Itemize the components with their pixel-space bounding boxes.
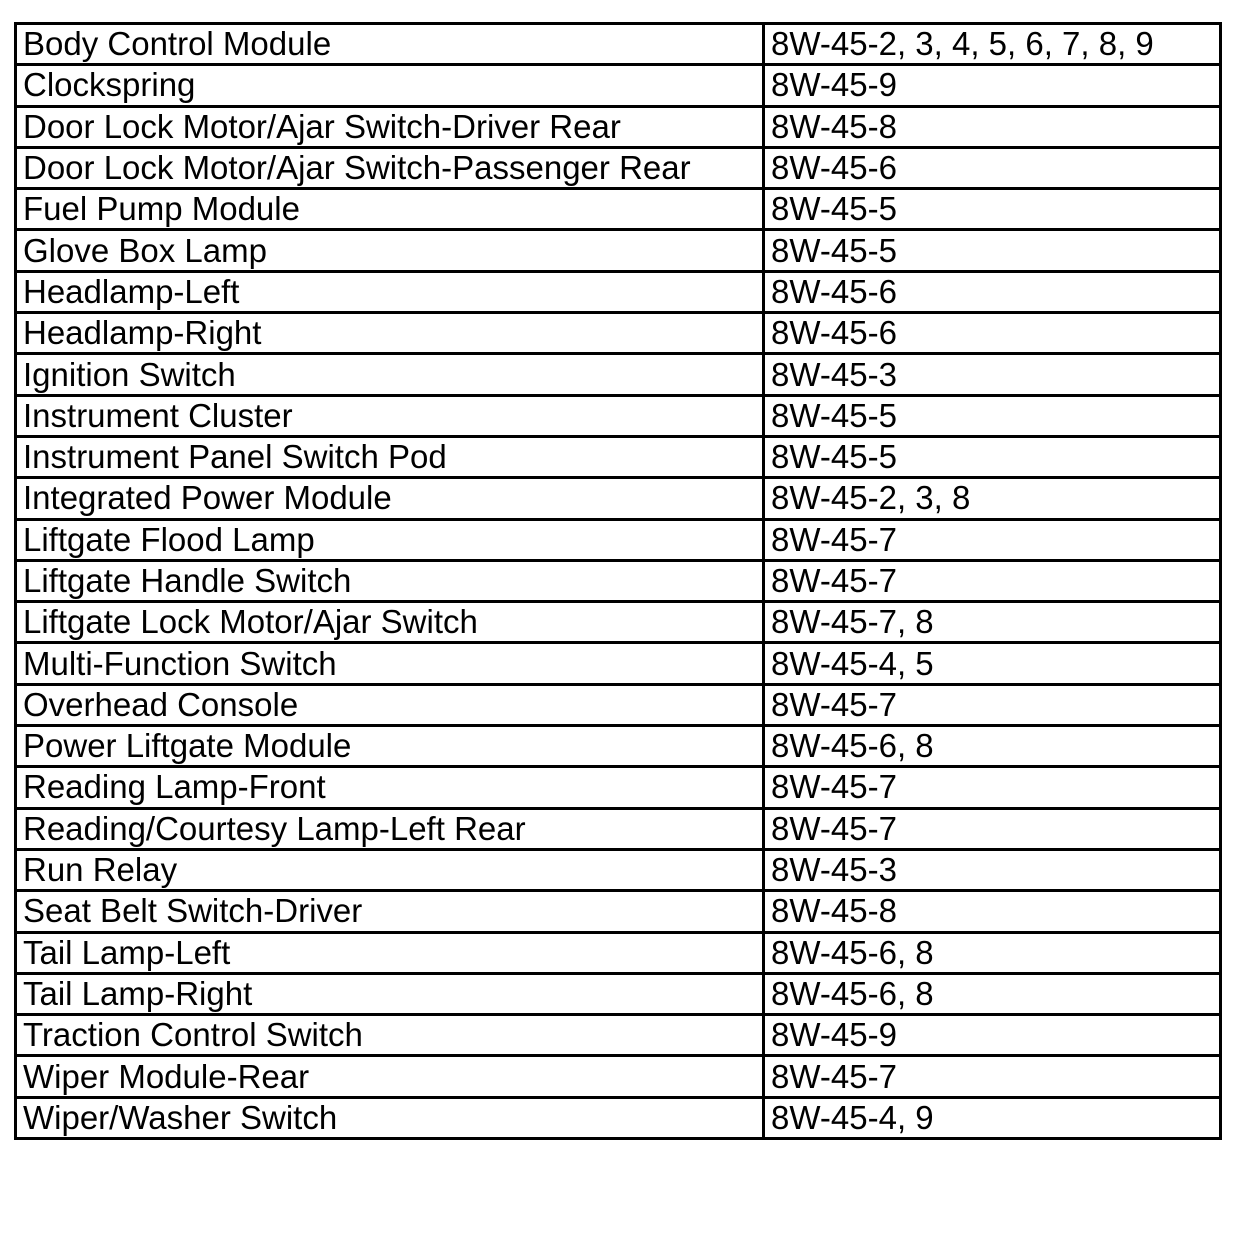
component-name-cell: Liftgate Lock Motor/Ajar Switch: [16, 602, 764, 643]
table-row: [16, 726, 1221, 767]
page-ref-cell: 8W-45-5: [764, 230, 1221, 271]
page-ref-cell: 8W-45-7: [764, 560, 1221, 601]
page-ref-cell: 8W-45-2, 3, 8: [764, 478, 1221, 519]
table-row: [16, 189, 1221, 230]
component-name-cell: Seat Belt Switch-Driver: [16, 891, 764, 932]
component-name-cell: Instrument Cluster: [16, 395, 764, 436]
page-ref-cell: 8W-45-5: [764, 436, 1221, 477]
table-row: [16, 147, 1221, 188]
table-row: [16, 436, 1221, 477]
table-row: [16, 973, 1221, 1014]
table-row: [16, 354, 1221, 395]
component-name-cell: Tail Lamp-Left: [16, 932, 764, 973]
page-ref-cell: 8W-45-6: [764, 147, 1221, 188]
component-name-cell: Run Relay: [16, 849, 764, 890]
table-row: [16, 1056, 1221, 1097]
page-ref-cell: 8W-45-3: [764, 354, 1221, 395]
page-ref-cell: 8W-45-6, 8: [764, 973, 1221, 1014]
table-row: [16, 478, 1221, 519]
page-ref-cell: 8W-45-7: [764, 808, 1221, 849]
table-row: [16, 560, 1221, 601]
table-row: [16, 684, 1221, 725]
table-row: [16, 106, 1221, 147]
table-row: [16, 1015, 1221, 1056]
table-row: [16, 24, 1221, 65]
component-name-cell: Overhead Console: [16, 684, 764, 725]
component-name-cell: Wiper Module-Rear: [16, 1056, 764, 1097]
table-row: [16, 808, 1221, 849]
component-name-cell: Ignition Switch: [16, 354, 764, 395]
component-name-cell: Body Control Module: [16, 24, 764, 65]
component-name-cell: Headlamp-Left: [16, 271, 764, 312]
component-index-body: [16, 24, 1221, 1139]
page-ref-cell: 8W-45-9: [764, 1015, 1221, 1056]
page-ref-cell: 8W-45-6: [764, 313, 1221, 354]
page-ref-cell: 8W-45-5: [764, 189, 1221, 230]
component-name-cell: Instrument Panel Switch Pod: [16, 436, 764, 477]
component-name-cell: Multi-Function Switch: [16, 643, 764, 684]
table-row: [16, 519, 1221, 560]
component-name-cell: Tail Lamp-Right: [16, 973, 764, 1014]
component-name-cell: Door Lock Motor/Ajar Switch-Passenger Rear: [16, 147, 764, 188]
page-ref-cell: 8W-45-6, 8: [764, 726, 1221, 767]
page-ref-cell: 8W-45-3: [764, 849, 1221, 890]
component-name-cell: Traction Control Switch: [16, 1015, 764, 1056]
table-row: [16, 271, 1221, 312]
component-name-cell: Reading/Courtesy Lamp-Left Rear: [16, 808, 764, 849]
table-row: [16, 767, 1221, 808]
page-ref-cell: 8W-45-7: [764, 684, 1221, 725]
page-ref-cell: 8W-45-7: [764, 519, 1221, 560]
page-ref-cell: 8W-45-2, 3, 4, 5, 6, 7, 8, 9: [764, 24, 1221, 65]
table-row: [16, 932, 1221, 973]
table-row: [16, 313, 1221, 354]
component-name-cell: Liftgate Flood Lamp: [16, 519, 764, 560]
page-ref-cell: 8W-45-9: [764, 65, 1221, 106]
component-name-cell: Fuel Pump Module: [16, 189, 764, 230]
table-row: [16, 395, 1221, 436]
table-row: [16, 1097, 1221, 1138]
component-name-cell: Clockspring: [16, 65, 764, 106]
component-name-cell: Headlamp-Right: [16, 313, 764, 354]
component-name-cell: Door Lock Motor/Ajar Switch-Driver Rear: [16, 106, 764, 147]
page-ref-cell: 8W-45-4, 9: [764, 1097, 1221, 1138]
table-row: [16, 849, 1221, 890]
page-ref-cell: 8W-45-6, 8: [764, 932, 1221, 973]
page-ref-cell: 8W-45-7: [764, 767, 1221, 808]
table-row: [16, 602, 1221, 643]
component-name-cell: Glove Box Lamp: [16, 230, 764, 271]
component-name-cell: Wiper/Washer Switch: [16, 1097, 764, 1138]
page-ref-cell: 8W-45-4, 5: [764, 643, 1221, 684]
table-row: [16, 643, 1221, 684]
page-ref-cell: 8W-45-6: [764, 271, 1221, 312]
page-ref-cell: 8W-45-7, 8: [764, 602, 1221, 643]
component-index-table: [14, 22, 1222, 1140]
component-name-cell: Power Liftgate Module: [16, 726, 764, 767]
page-ref-cell: 8W-45-7: [764, 1056, 1221, 1097]
page-ref-cell: 8W-45-5: [764, 395, 1221, 436]
component-name-cell: Liftgate Handle Switch: [16, 560, 764, 601]
page-ref-cell: 8W-45-8: [764, 891, 1221, 932]
table-row: [16, 891, 1221, 932]
table-row: [16, 230, 1221, 271]
component-name-cell: Reading Lamp-Front: [16, 767, 764, 808]
table-row: [16, 65, 1221, 106]
component-name-cell: Integrated Power Module: [16, 478, 764, 519]
page-ref-cell: 8W-45-8: [764, 106, 1221, 147]
